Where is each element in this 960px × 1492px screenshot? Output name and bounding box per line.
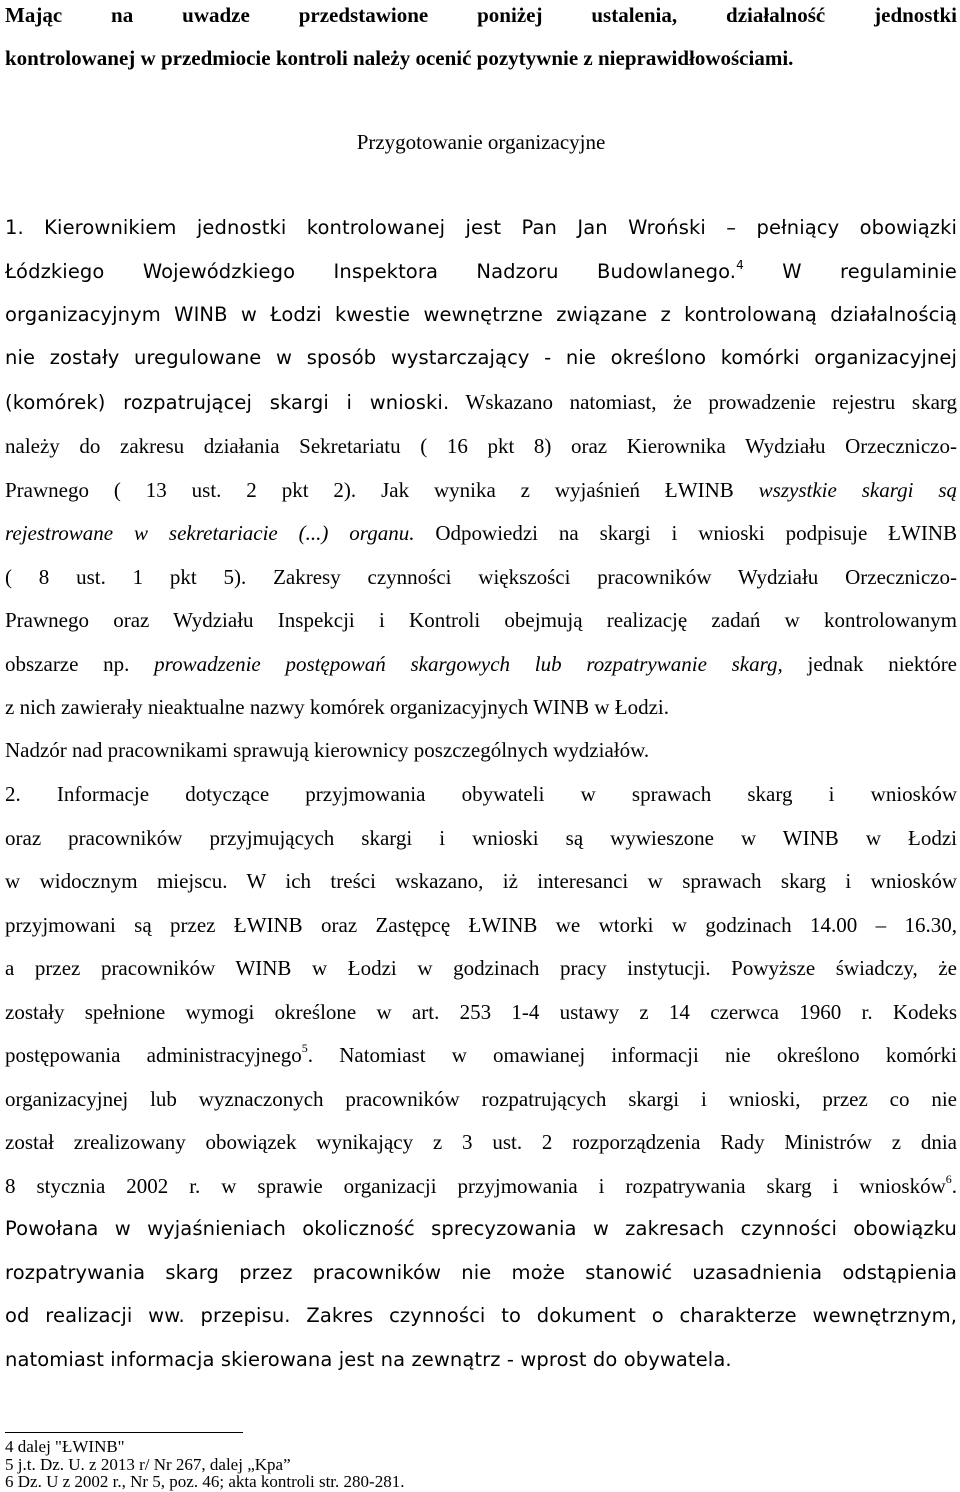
para2-line: 2. Informacje dotyczące przyjmowania obywateli w sprawach skarg i wniosków: [5, 782, 957, 806]
para1-line: [5, 651, 957, 677]
para2-line: zostały spełnione wymogi określone w art. 253 1-4 ustawy z 14 czerwca 1960 r. Kodeks: [5, 1000, 957, 1024]
para1-line: należy do zakresu działania Sekretariatu ( 16 pkt 8) oraz Kierownika Wydziału Orzeczniczo-: [5, 434, 957, 458]
footnote-ref-6: 6: [945, 1172, 952, 1186]
para1-quote: rejestrowane w sekretariacie (...) organu.: [5, 521, 415, 545]
para2-line: organizacyjnej lub wyznaczonych pracowników rozpatrujących skargi i wnioski, przez co nie: [5, 1087, 957, 1111]
para1-line: Prawnego oraz Wydziału Inspekcji i Kontroli obejmują realizację zadań w kontrolowanym: [5, 608, 957, 632]
para2-line: rozpatrywania skarg przez pracowników nie może stanowić uzasadnienia odstąpienia: [5, 1261, 957, 1284]
footnote-ref-4: 4: [736, 257, 744, 272]
para2-line: oraz pracowników przyjmujących skargi i wnioski są wywieszone w WINB w Łodzi: [5, 826, 957, 850]
para1-text: Wskazano natomiast, że prowadzenie rejestru skarg: [449, 390, 958, 414]
footnote-6: 6 Dz. U z 2002 r., Nr 5, poz. 46; akta kontroli str. 280-281.: [5, 1472, 405, 1491]
para1-line: nie zostały uregulowane w sposób wystarczający - nie określono komórki organizacyjnej: [5, 346, 957, 369]
para1-line: [5, 389, 957, 416]
para2-line: od realizacji ww. przepisu. Zakres czynności to dokument o charakterze wewnętrznym,: [5, 1304, 957, 1327]
footnote-ref-5: 5: [301, 1041, 308, 1055]
para1-line: ( 8 ust. 1 pkt 5). Zakresy czynności większości pracowników Wydziału Orzeczniczo-: [5, 565, 957, 589]
para2-text: .: [951, 1174, 957, 1198]
para2-text: 8 stycznia 2002 r. w sprawie organizacji przyjmowania i rozpatrywania skarg i wniosków: [5, 1174, 946, 1198]
para2-line: w widocznym miejscu. W ich treści wskazano, iż interesanci w sprawach skarg i wniosków: [5, 869, 957, 893]
para1-line: z nich zawierały nieaktualne nazwy komórek organizacyjnych WINB w Łodzi.: [5, 695, 669, 719]
para1-line: organizacyjnym WINB w Łodzi kwestie wewnętrzne związane z kontrolowaną działalnością: [5, 303, 957, 326]
para1-line: [5, 520, 957, 546]
para1-text: jednak niektóre: [782, 652, 958, 676]
para1-text: (komórek) rozpatrującej skargi i wnioski.: [5, 391, 450, 414]
para2-line: [5, 1042, 957, 1068]
para2-text: . Natomiast w omawianej informacji nie określono komórki: [307, 1043, 958, 1067]
para2-line: został zrealizowany obowiązek wynikający z 3 ust. 2 rozporządzenia Rady Ministrów z dnia: [5, 1130, 957, 1154]
para2-line: a przez pracowników WINB w Łodzi w godzinach pracy instytucji. Powyższe świadczy, że: [5, 956, 957, 980]
para1-text: W regulaminie: [743, 260, 957, 283]
para2-line: [5, 1173, 957, 1199]
intro-line-1: Mając na uwadze przedstawione poniżej ustalenia, działalność jednostki: [5, 3, 957, 27]
para2-line: Powołana w wyjaśnieniach okoliczność sprecyzowania w zakresach czynności obowiązku: [5, 1217, 957, 1240]
para2-text: postępowania administracyjnego: [5, 1043, 302, 1067]
para1-text: Prawnego ( 13 ust. 2 pkt 2). Jak wynika z wyjaśnień ŁWINB: [5, 478, 759, 502]
para1-quote: prowadzenie postępowań skargowych lub rozpatrywanie skarg,: [154, 652, 783, 676]
para1-line: Nadzór nad pracownikami sprawują kierownicy poszczególnych wydziałów.: [5, 738, 650, 762]
para1-line: [5, 259, 957, 285]
footnote-4: 4 dalej "ŁWINB": [5, 1437, 125, 1456]
footnote-separator: [5, 1432, 243, 1433]
footnote-5: 5 j.t. Dz. U. z 2013 r/ Nr 267, dalej „Kpa”: [5, 1455, 291, 1474]
para1-text: Odpowiedzi na skargi i wnioski podpisuje ŁWINB: [414, 521, 957, 545]
para1-text: Łódzkiego Wojewódzkiego Inspektora Nadzoru Budowlanego.: [5, 260, 737, 283]
para1-text: obszarze np.: [5, 652, 155, 676]
para1-quote: wszystkie skargi są: [758, 478, 957, 502]
para2-line: natomiast informacja skierowana jest na zewnątrz - wprost do obywatela.: [5, 1348, 732, 1371]
para1-line: 1. Kierownikiem jednostki kontrolowanej jest Pan Jan Wroński – pełniący obowiązki: [5, 216, 957, 239]
section-heading: Przygotowanie organizacyjne: [356, 130, 606, 154]
para2-line: przyjmowani są przez ŁWINB oraz Zastępcę ŁWINB we wtorki w godzinach 14.00 – 16.30,: [5, 913, 957, 937]
intro-line-2: kontrolowanej w przedmiocie kontroli należy ocenić pozytywnie z nieprawidłowościami.: [5, 46, 794, 70]
para1-line: [5, 477, 957, 503]
